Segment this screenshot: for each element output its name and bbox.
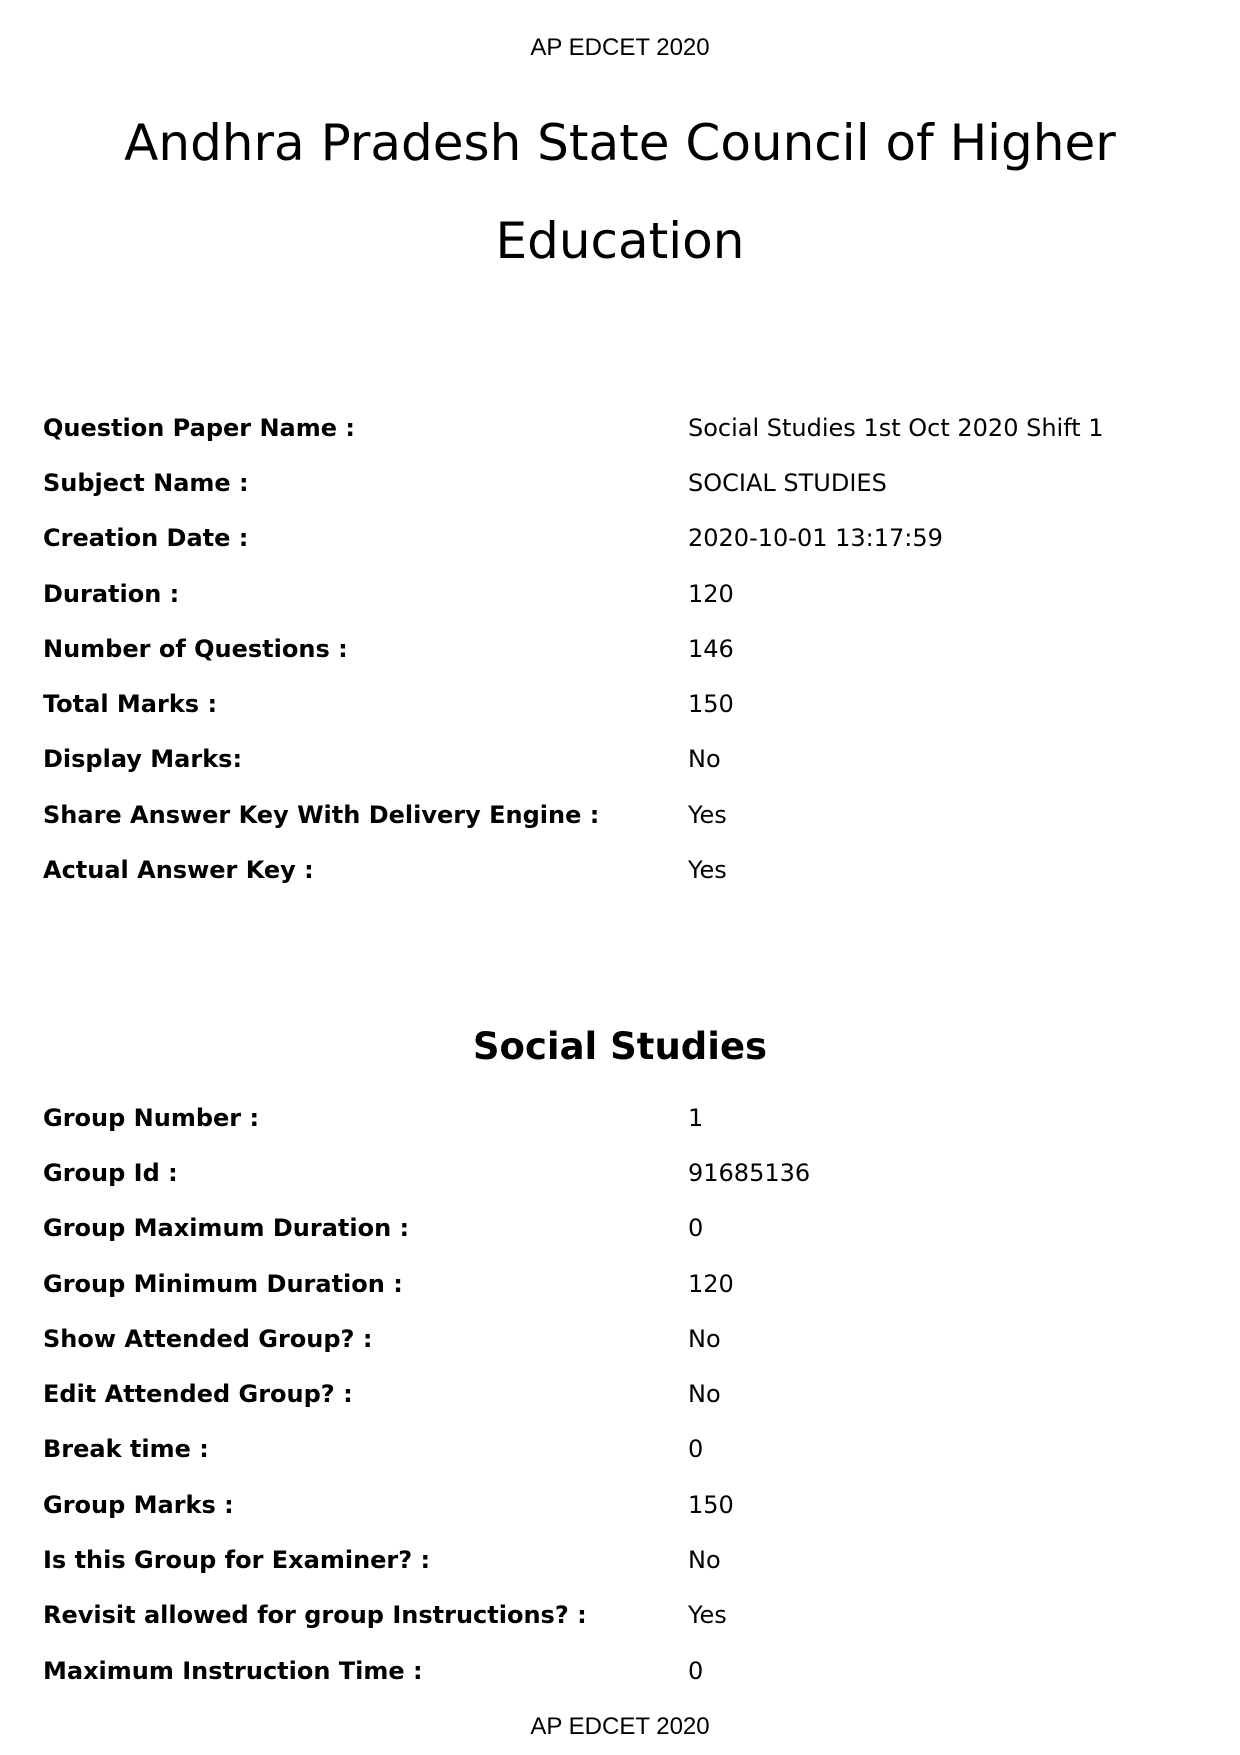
info-label: Break time : <box>43 1435 209 1464</box>
group-info-table <box>43 1090 1203 1698</box>
info-label: Duration : <box>43 579 180 608</box>
info-value: No <box>688 1324 721 1353</box>
info-label: Total Marks : <box>43 690 218 719</box>
info-value: 0 <box>688 1656 704 1685</box>
info-value: No <box>688 745 721 774</box>
info-label: Group Minimum Duration : <box>43 1269 403 1298</box>
info-label: Revisit allowed for group Instructions? : <box>43 1601 587 1630</box>
info-row <box>43 455 1203 510</box>
info-value: 150 <box>688 1490 734 1519</box>
title-line-2: Education <box>495 212 745 270</box>
info-row <box>43 400 1203 455</box>
info-row <box>43 1532 1203 1587</box>
info-label: Number of Questions : <box>43 634 348 663</box>
document-title <box>0 94 1240 290</box>
info-row <box>43 1311 1203 1366</box>
info-row <box>43 621 1203 676</box>
info-row <box>43 1422 1203 1477</box>
title-line-1: Andhra Pradesh State Council of Higher <box>124 114 1116 172</box>
info-value: SOCIAL STUDIES <box>688 468 887 497</box>
info-label: Group Marks : <box>43 1490 234 1519</box>
info-value: 150 <box>688 690 734 719</box>
paper-info-table <box>43 400 1203 898</box>
info-row <box>43 1643 1203 1698</box>
info-row <box>43 842 1203 897</box>
info-label: Group Id : <box>43 1158 178 1187</box>
info-value: Yes <box>688 1601 727 1630</box>
info-label: Display Marks: <box>43 745 243 774</box>
info-row <box>43 1090 1203 1145</box>
info-value: 2020-10-01 13:17:59 <box>688 524 943 553</box>
info-label: Is this Group for Examiner? : <box>43 1546 431 1575</box>
info-label: Group Maximum Duration : <box>43 1214 410 1243</box>
running-footer: AP EDCET 2020 <box>530 1713 710 1740</box>
info-row <box>43 1145 1203 1200</box>
info-row <box>43 676 1203 731</box>
section-heading: Social Studies <box>472 1025 768 1068</box>
info-row <box>43 1477 1203 1532</box>
info-value: 91685136 <box>688 1158 811 1187</box>
info-value: No <box>688 1380 721 1409</box>
info-label: Creation Date : <box>43 524 249 553</box>
info-label: Show Attended Group? : <box>43 1324 373 1353</box>
info-value: 120 <box>688 1269 734 1298</box>
info-row <box>43 787 1203 842</box>
info-value: Yes <box>688 856 727 885</box>
running-header: AP EDCET 2020 <box>530 34 710 61</box>
info-label: Question Paper Name : <box>43 413 355 442</box>
info-row <box>43 1588 1203 1643</box>
info-label: Subject Name : <box>43 468 249 497</box>
info-label: Maximum Instruction Time : <box>43 1656 423 1685</box>
info-value: 120 <box>688 579 734 608</box>
info-row <box>43 1201 1203 1256</box>
info-value: Yes <box>688 800 727 829</box>
info-row <box>43 1366 1203 1421</box>
info-value: Social Studies 1st Oct 2020 Shift 1 <box>688 413 1104 442</box>
info-row <box>43 732 1203 787</box>
info-value: 0 <box>688 1435 704 1464</box>
info-row <box>43 511 1203 566</box>
info-row <box>43 1256 1203 1311</box>
info-value: No <box>688 1546 721 1575</box>
info-row <box>43 566 1203 621</box>
info-label: Group Number : <box>43 1103 260 1132</box>
info-label: Edit Attended Group? : <box>43 1380 353 1409</box>
info-label: Actual Answer Key : <box>43 856 314 885</box>
info-value: 0 <box>688 1214 704 1243</box>
info-value: 1 <box>688 1103 704 1132</box>
info-value: 146 <box>688 634 734 663</box>
info-label: Share Answer Key With Delivery Engine : <box>43 800 600 829</box>
